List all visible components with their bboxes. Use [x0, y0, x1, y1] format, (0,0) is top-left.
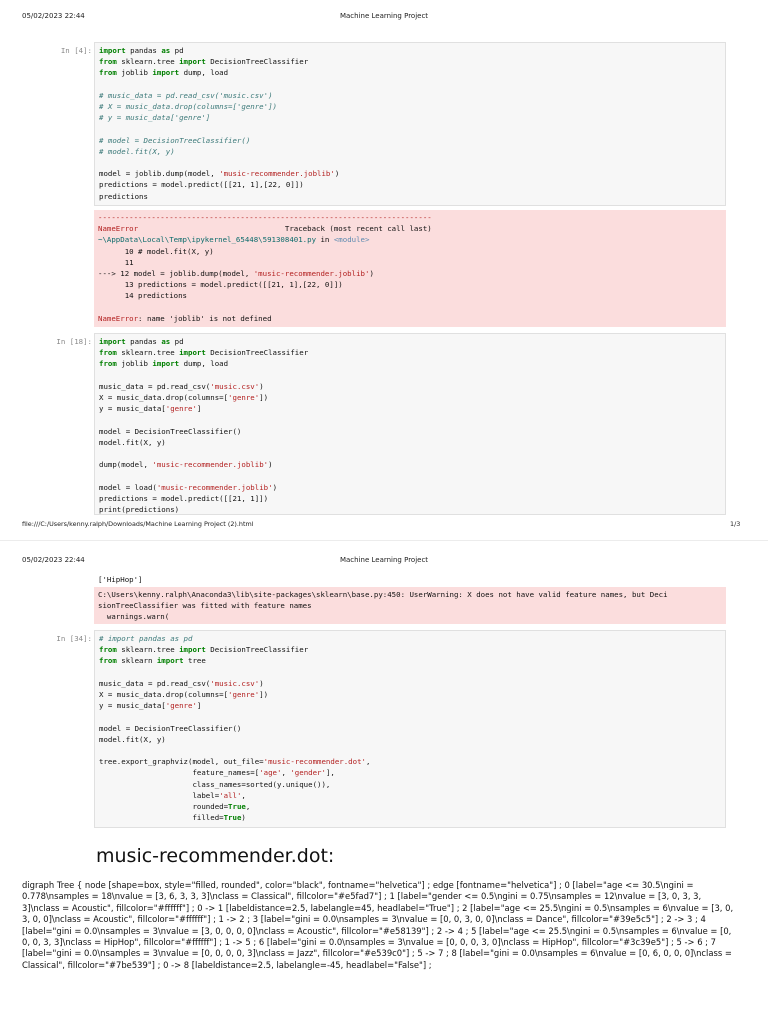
code-line — [99, 689, 721, 700]
code-token: sklearn — [116, 656, 157, 666]
code-line — [99, 67, 721, 78]
code-token: ) — [369, 269, 374, 279]
code-token: in — [316, 235, 334, 245]
code-token: rounded= — [99, 802, 229, 812]
code-token: pandas — [125, 46, 162, 55]
code-line — [98, 212, 722, 223]
code-token: # music_data = pd.read_csv('music.csv') — [99, 90, 273, 100]
code-token: 'music-recommender.dot' — [263, 757, 366, 767]
code-line — [99, 745, 721, 756]
code-token: model = load( — [99, 482, 157, 492]
code-token: 'genre' — [228, 393, 260, 403]
code-token: X = music_data.drop(columns=[ — [99, 393, 229, 403]
code-token: --------------------------------------------------------------------------- — [98, 213, 432, 222]
code-token: 'music.csv' — [210, 678, 260, 688]
code-token: predictions = model.predict([[21, 1],[22, 0]]) — [99, 180, 304, 190]
page-break — [0, 540, 768, 541]
code-line — [99, 655, 721, 666]
code-token: : name 'joblib' is not defined — [138, 313, 272, 323]
code-token: from — [99, 656, 117, 666]
code-line — [99, 112, 721, 123]
code-token: ]) — [259, 393, 269, 403]
code-line — [99, 504, 721, 515]
code-token: sklearn.tree — [116, 645, 180, 655]
code-token: DecisionTreeClassifier — [205, 645, 309, 655]
code-token: ]) — [259, 690, 269, 700]
code-token: import — [179, 348, 206, 358]
code-token: Traceback (most recent call last) — [138, 224, 432, 234]
code-token: 'music-recommender.joblib' — [253, 269, 370, 279]
code-token: predictions — [99, 191, 148, 201]
code-token: music_data = pd.read_csv( — [99, 381, 211, 391]
code-line — [99, 767, 721, 778]
code-token: model = joblib.dump(model, — [99, 169, 220, 179]
warning-line: sionTreeClassifier was fitted with feature names — [98, 601, 312, 611]
code-token: , — [245, 802, 251, 812]
code-token: ) — [241, 813, 246, 823]
code-line — [99, 493, 721, 504]
code-token: 'genre' — [165, 701, 197, 711]
code-line — [99, 678, 721, 689]
code-token: pandas — [125, 337, 162, 346]
code-token: # import pandas as pd — [99, 634, 193, 643]
code-line — [99, 644, 721, 655]
dot-section-title: music-recommender.dot: — [96, 845, 335, 867]
code-line — [99, 414, 721, 425]
code-cell-18[interactable] — [94, 333, 726, 515]
code-line — [99, 392, 721, 403]
code-token: 'genre' — [228, 690, 260, 700]
code-token: from — [99, 68, 117, 78]
code-token: tree.export_graphviz(model, out_file= — [99, 757, 264, 767]
code-line — [99, 482, 721, 493]
code-token: True — [223, 813, 242, 823]
code-token: ) — [272, 482, 278, 492]
code-line — [99, 381, 721, 392]
output-result-18 — [94, 572, 726, 587]
code-token: import — [152, 359, 180, 369]
code-line — [99, 168, 721, 179]
page2-date: 05/02/2023 22:44 — [22, 556, 85, 564]
code-token: NameError — [98, 224, 139, 234]
code-token: tree — [183, 656, 206, 666]
code-token: ], — [325, 768, 335, 778]
page1-page-number: 1/3 — [730, 520, 741, 528]
warning-line: C:\Users\kenny.ralph\Anaconda3\lib\site-packages\sklearn\base.py:450: UserWarning: X does not have valid feature names, but Deci — [98, 590, 668, 599]
code-token: as — [161, 46, 171, 55]
code-line — [99, 459, 721, 470]
code-line — [99, 801, 721, 812]
code-line — [99, 667, 721, 678]
code-line — [99, 779, 721, 790]
code-token: label= — [99, 790, 220, 800]
traceback-block — [98, 212, 722, 324]
code-token: 'all' — [219, 790, 242, 800]
code-token: as — [161, 337, 171, 346]
code-token: class_names=sorted(y.unique()), — [99, 779, 331, 789]
error-output-4 — [94, 210, 726, 327]
prediction-output: ['HipHop'] — [98, 575, 143, 584]
code-line — [99, 756, 721, 767]
code-line — [99, 448, 721, 459]
code-token: ---> 12 model = joblib.dump(model, — [98, 269, 254, 279]
code-line — [99, 403, 721, 414]
code-line — [99, 790, 721, 801]
code-token: 'music.csv' — [210, 381, 260, 391]
code-token: 10 # model.fit(X, y) — [98, 246, 214, 256]
cell-prompt-18: In [18]: — [56, 337, 92, 346]
code-line — [98, 223, 722, 234]
warning-line: warnings.warn( — [98, 612, 170, 622]
page1-footer-url: file:///C:/Users/kenny.ralph/Downloads/Machine Learning Project (2).html — [22, 520, 254, 528]
warning-block — [98, 589, 722, 623]
code-token: , — [241, 790, 246, 800]
code-line — [99, 347, 721, 358]
cell-prompt-4: In [4]: — [60, 46, 92, 55]
code-token: ~\AppData\Local\Temp\ipykernel_65448\591308401.py — [98, 235, 317, 245]
code-line — [98, 313, 722, 324]
code-token: 11 — [98, 257, 134, 267]
code-token: model.fit(X, y) — [99, 734, 166, 744]
code-token: from — [99, 57, 117, 67]
code-line — [99, 437, 721, 448]
code-token: from — [99, 359, 117, 369]
code-token: music_data = pd.read_csv( — [99, 678, 211, 688]
code-line — [99, 723, 721, 734]
dot-file-content: digraph Tree { node [shape=box, style="filled, rounded", color="black", fontname="helvetica"] ; edge [fontname="helvetica"] ; 0 [label="age <= 30.5\ngini = 0.778\nsamples = 18\nvalue = [3, 6, 3, 3, 3]\nclass = Classical", fillcolor="#e5fad7"] ; 1 [label="gender <= 0.5\ngini = 0.75\nsamples = 12\nvalue = [3, 0, 3, 3, 3]\nclass = Acoustic", fillcolor="#ffffff"] ; 0 -> 1 [labeldistance=2.5, labelangle=45, headlabel="True"] ; 2 [label="age <= 25.5\ngini = 0.5\nsamples = 6\nvalue = [3, 0, 3, 0, 0]\nclass = Acoustic", fillcolor="#ffffff"] ; 1 -> 2 ; 3 [label="gini = 0.0\nsamples = 3\nvalue = [0, 0, 3, 0, 0]\nclass = Dance", fillcolor="#39e5c5"] ; 2 -> 3 ; 4 [label="gini = 0.0\nsamples = 3\nvalue = [3, 0, 0, 0, 0]\nclass = Acoustic", fillcolor="#e58139"] ; 2 -> 4 ; 5 [label="age <= 25.5\ngini = 0.5\nsamples = 6\nvalue = [0, 0, 0, 3, 3]\nclass = HipHop", fillcolor="#ffffff"] ; 1 -> 5 ; 6 [label="gini = 0.0\nsamples = 3\nvalue = [0, 0, 0, 3, 0]\nclass = HipHop", fillcolor="#3c39e5"] ; 5 -> 6 ; 7 [label="gini = 0.0\nsamples = 3\nvalue = [0, 0, 0, 0, 3]\nclass = Jazz", fillcolor="#e539c0"] ; 5 -> 7 ; 8 [label="gini = 0.0\nsamples = 6\nvalue = [0, 6, 0, 0, 0]\nclass = Classical", fillcolor="#7be539"] ; 0 -> 8 [labeldistance=2.5, labelangle=-45, headlabel="False"] ; — [22, 880, 734, 970]
code-line — [98, 246, 722, 257]
code-token: ) — [259, 381, 264, 391]
code-line — [99, 179, 721, 190]
code-token: , — [281, 768, 291, 778]
code-token: # model.fit(X, y) — [99, 146, 175, 156]
code-token: True — [228, 802, 246, 812]
code-line — [99, 90, 721, 101]
code-token: 'gender' — [290, 768, 326, 778]
code-line — [99, 191, 721, 202]
code-token: , — [365, 757, 371, 767]
code-token: model.fit(X, y) — [99, 437, 166, 447]
code-token: dump, load — [179, 359, 229, 369]
code-token: print(predictions) — [99, 505, 180, 515]
code-token: import — [99, 337, 126, 346]
code-line — [99, 79, 721, 90]
code-token: feature_names=[ — [99, 768, 260, 778]
code-token: 13 predictions = model.predict([[21, 1],[22, 0]]) — [98, 280, 343, 290]
code-token: 'music-recommender.joblib' — [152, 460, 269, 470]
code-line — [99, 157, 721, 168]
code-token: sklearn.tree — [116, 57, 180, 67]
code-token: import — [179, 645, 206, 655]
code-token: filled= — [99, 813, 224, 823]
code-line — [99, 734, 721, 745]
code-token: ] — [196, 701, 202, 711]
code-token: predictions = model.predict([[21, 1]]) — [99, 493, 269, 503]
code-token: NameError — [98, 313, 139, 323]
code-token: 14 predictions — [98, 291, 187, 301]
code-line — [98, 279, 722, 290]
code-token: model = DecisionTreeClassifier() — [99, 723, 242, 733]
code-token: dump(model, — [99, 460, 153, 470]
code-line — [99, 470, 721, 481]
warning-output-18 — [94, 587, 726, 624]
code-token: X = music_data.drop(columns=[ — [99, 690, 229, 700]
code-line — [99, 358, 721, 369]
code-token: # model = DecisionTreeClassifier() — [99, 135, 251, 145]
code-cell-34[interactable] — [94, 630, 726, 828]
code-token: ) — [259, 678, 264, 688]
code-line — [99, 711, 721, 722]
code-token: pd — [170, 46, 184, 55]
code-line — [99, 370, 721, 381]
code-token: 'genre' — [165, 404, 197, 414]
code-token: dump, load — [179, 68, 229, 78]
code-line — [99, 700, 721, 711]
code-block — [99, 633, 721, 823]
code-token: # X = music_data.drop(columns=['genre']) — [99, 102, 277, 112]
code-line — [99, 123, 721, 134]
code-block — [99, 336, 721, 515]
code-token: 'music-recommender.joblib' — [156, 482, 273, 492]
code-cell-4[interactable] — [94, 42, 726, 206]
code-block — [99, 45, 721, 202]
code-token: from — [99, 348, 117, 358]
code-line — [99, 146, 721, 157]
cell-prompt-34: In [34]: — [56, 634, 92, 643]
code-line — [98, 302, 722, 313]
code-token: import — [99, 46, 126, 55]
code-token: joblib — [116, 359, 153, 369]
code-token: from — [99, 645, 117, 655]
code-line — [99, 633, 721, 644]
code-line — [98, 234, 722, 245]
code-token: sklearn.tree — [116, 348, 180, 358]
code-token: y = music_data[ — [99, 701, 166, 711]
code-token: ) — [334, 169, 340, 179]
code-token: import — [179, 57, 206, 67]
code-token: # y = music_data['genre'] — [99, 113, 211, 123]
code-token: pd — [170, 337, 184, 346]
code-line — [99, 336, 721, 347]
code-token: y = music_data[ — [99, 404, 166, 414]
page2-title: Machine Learning Project — [339, 556, 429, 564]
code-line — [98, 257, 722, 268]
code-token: DecisionTreeClassifier — [205, 57, 309, 67]
code-token: import — [152, 68, 180, 78]
code-line — [99, 45, 721, 56]
code-line — [99, 101, 721, 112]
code-line — [98, 290, 722, 301]
code-line — [99, 135, 721, 146]
page1-date: 05/02/2023 22:44 — [22, 12, 85, 20]
code-token: joblib — [116, 68, 153, 78]
code-token: <module> — [333, 235, 370, 245]
code-line — [99, 56, 721, 67]
code-line — [99, 812, 721, 823]
code-token: ) — [268, 460, 273, 470]
code-token: model = DecisionTreeClassifier() — [99, 426, 242, 436]
code-token: 'age' — [259, 768, 282, 778]
code-line — [98, 268, 722, 279]
page1-title: Machine Learning Project — [339, 12, 429, 20]
code-token: import — [156, 656, 184, 666]
code-token: 'music-recommender.joblib' — [219, 169, 335, 179]
code-token: ] — [196, 404, 202, 414]
code-token: DecisionTreeClassifier — [205, 348, 309, 358]
code-line — [99, 426, 721, 437]
